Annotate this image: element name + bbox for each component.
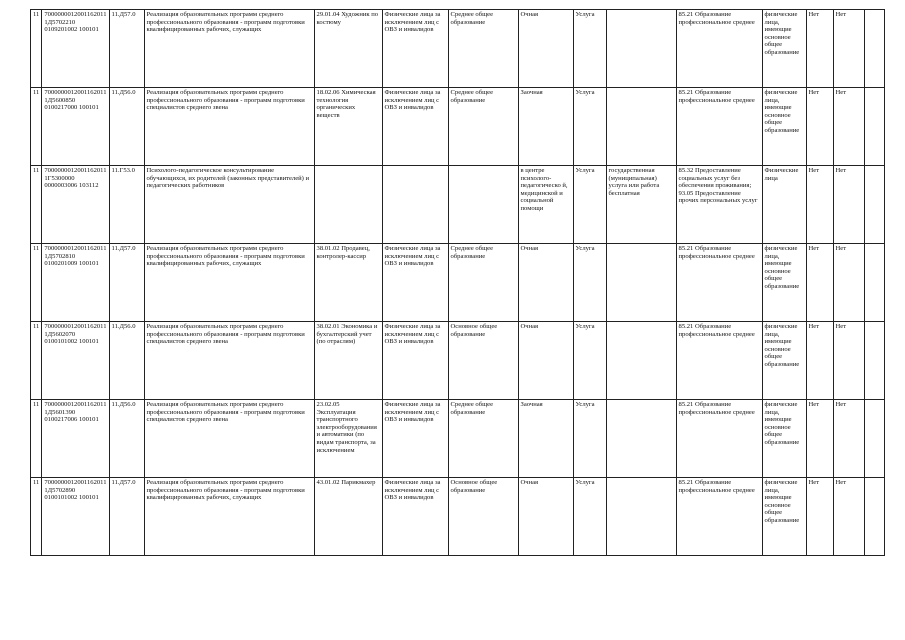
registry-code: 7000000012001162011 1Д5602070 0100101002 100101	[42, 322, 109, 400]
flag-2: Нет	[833, 10, 864, 88]
profession: 18.02.06 Химическая технология органических веществ	[314, 88, 382, 166]
service-type: Услуга	[573, 88, 606, 166]
profession: 38.01.02 Продавец, контролер-кассир	[314, 244, 382, 322]
program-name: Реализация образовательных программ среднего профессионального образования - программ подготовки специалистов среднего звена	[144, 88, 314, 166]
flag-1: Нет	[806, 322, 833, 400]
profession: 29.01.04 Художник по костюму	[314, 10, 382, 88]
consumer-category: Физические лица за исключением лиц с ОВЗ и инвалидов	[382, 478, 448, 556]
table-row	[31, 10, 885, 88]
table-row	[31, 88, 885, 166]
registry-code: 7000000012001162011 1Д5600850 0100217000 100101	[42, 88, 109, 166]
table-row	[31, 244, 885, 322]
consumer-category: Физические лица за исключением лиц с ОВЗ и инвалидов	[382, 400, 448, 478]
education-form: Заочная	[518, 400, 573, 478]
row-number: 11	[31, 88, 42, 166]
payment-basis	[606, 10, 676, 88]
flag-2: Нет	[833, 478, 864, 556]
empty-cell	[864, 478, 884, 556]
service-code: 11.Г53.0	[109, 166, 144, 244]
program-name: Психолого-педагогическое консультирование обучающихся, их родителей (законных представителей) и педагогических работников	[144, 166, 314, 244]
registry-code: 7000000012001162011 1Г5300000 0000003006 103112	[42, 166, 109, 244]
payment-basis	[606, 88, 676, 166]
registry-code: 7000000012001162011 1Д5702810 0100201009 100101	[42, 244, 109, 322]
row-number: 11	[31, 478, 42, 556]
program-name: Реализация образовательных программ среднего профессионального образования - программ подготовки квалифицированных рабочих, служащих	[144, 478, 314, 556]
row-number: 11	[31, 10, 42, 88]
education-form: Очная	[518, 322, 573, 400]
consumer: физические лица, имеющие основное общее образование	[762, 88, 806, 166]
flag-1: Нет	[806, 10, 833, 88]
education-level: Среднее общее образование	[448, 88, 518, 166]
education-level: Среднее общее образование	[448, 400, 518, 478]
education-level	[448, 166, 518, 244]
flag-2: Нет	[833, 166, 864, 244]
program-name: Реализация образовательных программ среднего профессионального образования - программ подготовки специалистов среднего звена	[144, 322, 314, 400]
empty-cell	[864, 10, 884, 88]
program-name: Реализация образовательных программ среднего профессионального образования - программ подготовки специалистов среднего звена	[144, 400, 314, 478]
okved-code: 85.21 Образование профессиональное среднее	[676, 10, 762, 88]
service-code: 11.Д57.0	[109, 478, 144, 556]
consumer: физические лица, имеющие основное общее образование	[762, 244, 806, 322]
table-row	[31, 322, 885, 400]
flag-1: Нет	[806, 244, 833, 322]
education-level: Основное общее образование	[448, 322, 518, 400]
education-form: в центре психолого-педагогическо й, медицинской и социальной помощи	[518, 166, 573, 244]
table-row	[31, 166, 885, 244]
service-code: 11.Д56.0	[109, 400, 144, 478]
service-type: Услуга	[573, 10, 606, 88]
row-number: 11	[31, 166, 42, 244]
flag-1: Нет	[806, 400, 833, 478]
payment-basis	[606, 322, 676, 400]
consumer: физические лица, имеющие основное общее образование	[762, 322, 806, 400]
empty-cell	[864, 322, 884, 400]
okved-code: 85.21 Образование профессиональное среднее	[676, 400, 762, 478]
program-name: Реализация образовательных программ среднего профессионального образования - программ подготовки квалифицированных рабочих, служащих	[144, 10, 314, 88]
program-name: Реализация образовательных программ среднего профессионального образования - программ подготовки квалифицированных рабочих, служащих	[144, 244, 314, 322]
okved-code: 85.21 Образование профессиональное среднее	[676, 244, 762, 322]
consumer: физические лица, имеющие основное общее образование	[762, 400, 806, 478]
flag-1: Нет	[806, 166, 833, 244]
empty-cell	[864, 166, 884, 244]
registry-code: 7000000012001162011 1Д5702890 0100101002 100101	[42, 478, 109, 556]
flag-1: Нет	[806, 88, 833, 166]
service-code: 11.Д56.0	[109, 88, 144, 166]
table-row	[31, 400, 885, 478]
flag-2: Нет	[833, 244, 864, 322]
consumer: Физические лица	[762, 166, 806, 244]
okved-code: 85.21 Образование профессиональное среднее	[676, 478, 762, 556]
empty-cell	[864, 88, 884, 166]
okved-code: 85.21 Образование профессиональное среднее	[676, 322, 762, 400]
registry-code: 7000000012001162011 1Д5702210 0109201002 100101	[42, 10, 109, 88]
registry-table	[30, 9, 885, 556]
service-code: 11.Д57.0	[109, 10, 144, 88]
empty-cell	[864, 400, 884, 478]
flag-1: Нет	[806, 478, 833, 556]
payment-basis: государственная (муниципальная) услуга или работа бесплатная	[606, 166, 676, 244]
consumer-category: Физические лица за исключением лиц с ОВЗ и инвалидов	[382, 322, 448, 400]
education-form: Очная	[518, 244, 573, 322]
payment-basis	[606, 478, 676, 556]
row-number: 11	[31, 400, 42, 478]
education-form: Заочная	[518, 88, 573, 166]
education-form: Очная	[518, 10, 573, 88]
consumer-category: Физические лица за исключением лиц с ОВЗ и инвалидов	[382, 244, 448, 322]
okved-code: 85.21 Образование профессиональное среднее	[676, 88, 762, 166]
service-type: Услуга	[573, 166, 606, 244]
education-form: Очная	[518, 478, 573, 556]
row-number: 11	[31, 244, 42, 322]
service-type: Услуга	[573, 322, 606, 400]
service-code: 11.Д56.0	[109, 322, 144, 400]
service-type: Услуга	[573, 400, 606, 478]
service-type: Услуга	[573, 478, 606, 556]
consumer: физические лица, имеющие основное общее образование	[762, 10, 806, 88]
registry-code: 7000000012001162011 1Д5601390 0100217006 100101	[42, 400, 109, 478]
education-level: Среднее общее образование	[448, 10, 518, 88]
flag-2: Нет	[833, 400, 864, 478]
okved-code: 85.32 Предоставление социальных услуг без обеспечения проживания; 93.05 Предоставление прочих персональных услуг	[676, 166, 762, 244]
consumer: физические лица, имеющие основное общее образование	[762, 478, 806, 556]
payment-basis	[606, 244, 676, 322]
table-row	[31, 478, 885, 556]
payment-basis	[606, 400, 676, 478]
flag-2: Нет	[833, 88, 864, 166]
flag-2: Нет	[833, 322, 864, 400]
consumer-category: Физические лица за исключением лиц с ОВЗ и инвалидов	[382, 88, 448, 166]
empty-cell	[864, 244, 884, 322]
profession: 43.01.02 Парикмахер	[314, 478, 382, 556]
consumer-category	[382, 166, 448, 244]
row-number: 11	[31, 322, 42, 400]
service-code: 11.Д57.0	[109, 244, 144, 322]
education-level: Среднее общее образование	[448, 244, 518, 322]
consumer-category: Физические лица за исключением лиц с ОВЗ и инвалидов	[382, 10, 448, 88]
education-level: Основное общее образование	[448, 478, 518, 556]
profession: 38.02.01 Экономика и бухгалтерский учет (по отраслям)	[314, 322, 382, 400]
service-type: Услуга	[573, 244, 606, 322]
profession: 23.02.05 Эксплуатация транспортного электрооборудования и автоматики (по видам транспорта, за исключением	[314, 400, 382, 478]
profession	[314, 166, 382, 244]
